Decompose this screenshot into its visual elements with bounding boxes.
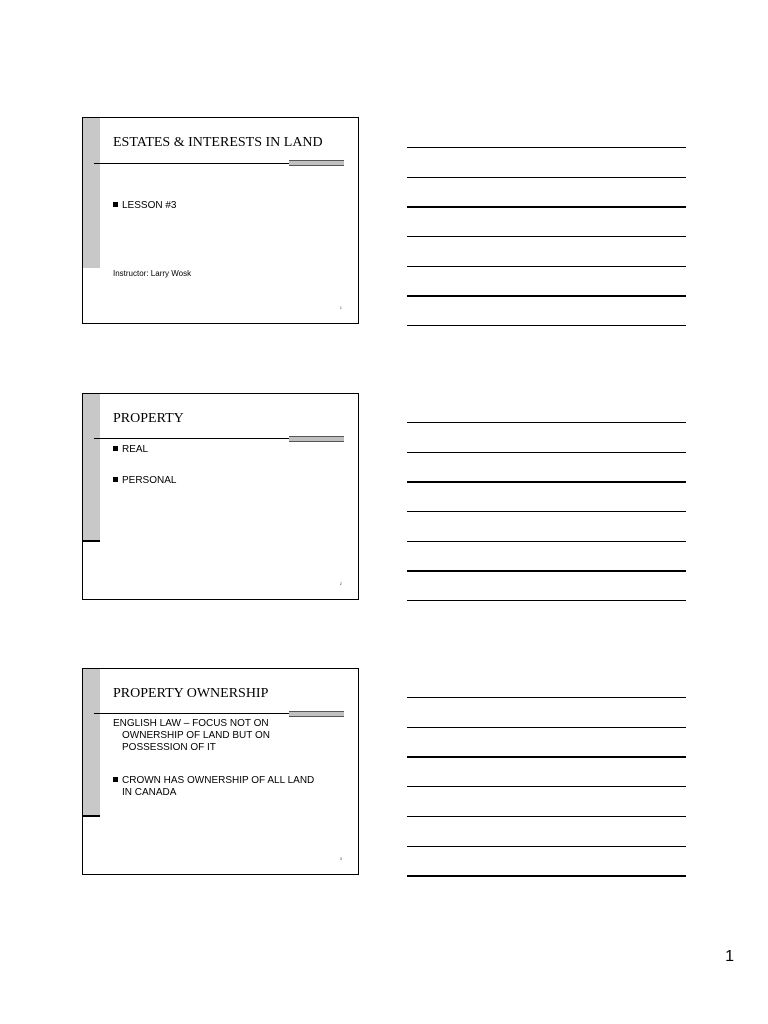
note-line (407, 236, 686, 237)
slide-title: PROPERTY OWNERSHIP (113, 686, 269, 701)
note-line (407, 511, 686, 512)
note-line (407, 541, 686, 542)
note-line (407, 422, 686, 423)
note-line (407, 697, 686, 698)
note-line (407, 452, 686, 453)
bullet-item: CROWN HAS OWNERSHIP OF ALL LAND IN CANADA (113, 775, 338, 799)
slide-3 (82, 668, 359, 875)
square-bullet-icon (113, 777, 118, 782)
square-bullet-icon (113, 477, 118, 482)
note-line (407, 875, 686, 877)
page-number: 1 (725, 948, 734, 965)
note-line (407, 177, 686, 178)
note-line (407, 325, 686, 326)
slide-number: 3 (339, 856, 342, 861)
title-accent (289, 160, 344, 166)
slide-sidebar (83, 394, 100, 541)
note-line (407, 727, 686, 728)
slide-title: PROPERTY (113, 411, 184, 426)
note-line (407, 600, 686, 601)
note-line (407, 786, 686, 787)
sidebar-tick (83, 815, 100, 817)
slide-title: ESTATES & INTERESTS IN LAND (113, 135, 323, 150)
bullet-item: LESSON #3 (113, 200, 176, 212)
bullet-item: REAL (113, 444, 148, 456)
title-accent (289, 436, 344, 442)
note-line (407, 570, 686, 572)
slide-2 (82, 393, 359, 600)
slide-sidebar (83, 669, 100, 816)
slide-number: 2 (339, 581, 342, 586)
note-line (407, 147, 686, 148)
slide-number: 1 (339, 305, 342, 310)
bullet-item: ENGLISH LAW – FOCUS NOT ON OWNERSHIP OF LAND BUT ON POSSESSION OF IT (113, 718, 270, 753)
slide-sidebar (83, 118, 100, 268)
bullet-item: PERSONAL (113, 475, 176, 487)
square-bullet-icon (113, 446, 118, 451)
note-line (407, 266, 686, 267)
note-line (407, 846, 686, 847)
slide-1 (82, 117, 359, 324)
note-line (407, 206, 686, 208)
note-line (407, 481, 686, 483)
sidebar-tick (83, 540, 100, 542)
note-line (407, 756, 686, 758)
note-line (407, 816, 686, 817)
note-line (407, 295, 686, 297)
title-accent (289, 711, 344, 717)
instructor-label: Instructor: Larry Wosk (113, 269, 192, 278)
square-bullet-icon (113, 202, 118, 207)
